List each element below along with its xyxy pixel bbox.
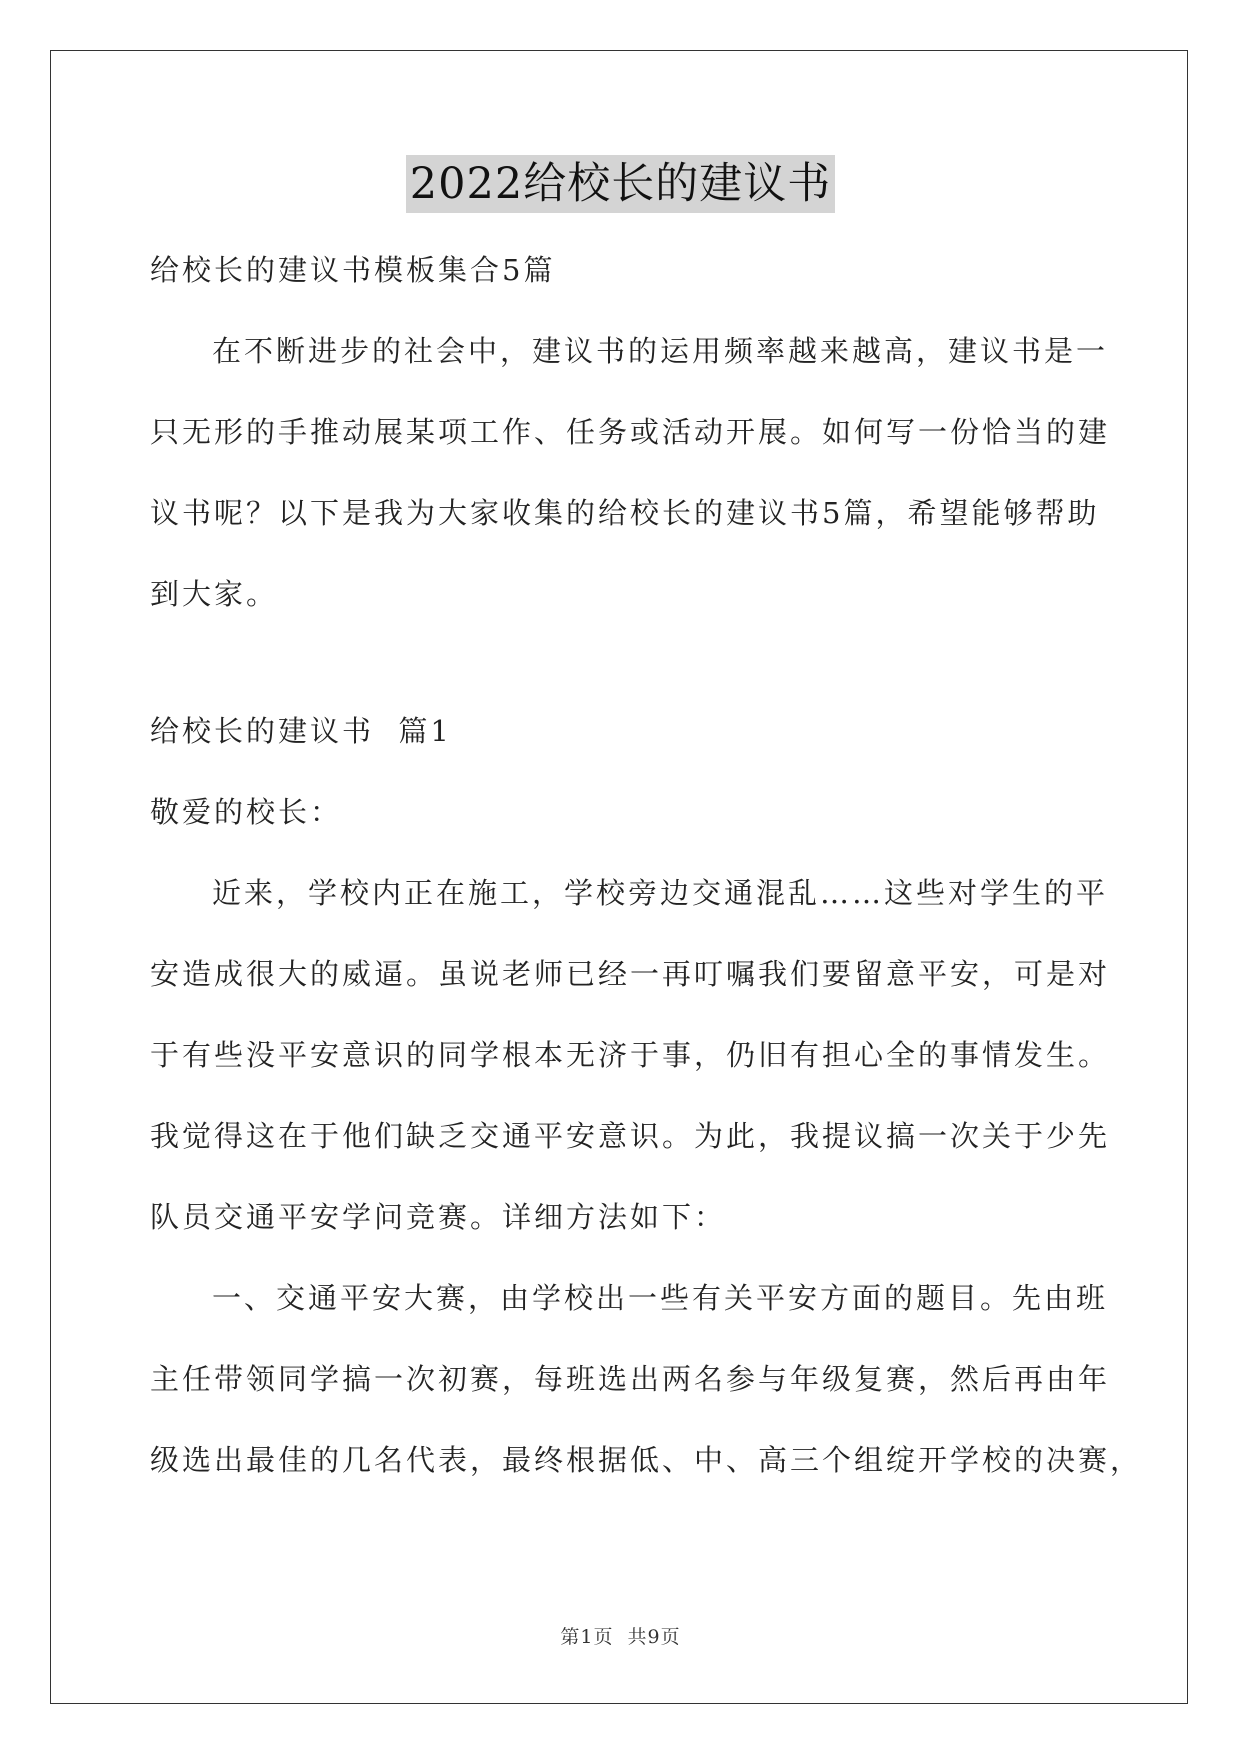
intro-line: 议书呢？以下是我为大家收集的给校长的建议书5篇，希望能够帮助 [150,496,1100,530]
title-area [0,155,1241,213]
intro-line: 只无形的手推动展某项工作、任务或活动开展。如何写一份恰当的建 [150,415,1111,449]
intro-line: 在不断进步的社会中，建议书的运用频率越来越高，建议书是一 [212,334,1109,368]
document-body [150,230,1143,1501]
paragraph-line: 队员交通平安学问竞赛。详细方法如下： [150,1200,727,1234]
section-heading: 给校长的建议书 篇1 [150,714,452,748]
paragraph-2 [150,1258,1143,1501]
paragraph-line: 级选出最佳的几名代表，最终根据低、中、高三个组绽开学校的决赛， [150,1443,1143,1477]
page-number: 第1页 共9页 [560,1626,681,1648]
document-subtitle: 给校长的建议书模板集合5篇 [150,253,556,287]
paragraph-line: 我觉得这在于他们缺乏交通平安意识。为此，我提议搞一次关于少先 [150,1119,1111,1153]
paragraph-line: 于有些没平安意识的同学根本无济于事，仍旧有担心全的事情发生。 [150,1038,1111,1072]
page-footer [0,1622,1241,1649]
document-title: 2022给校长的建议书 [406,155,835,213]
paragraph-line: 安造成很大的威逼。虽说老师已经一再叮嘱我们要留意平安，可是对 [150,957,1111,991]
paragraph-1 [150,853,1111,1258]
salutation: 敬爱的校长： [150,795,343,829]
section-spacer [150,635,1090,691]
intro-line: 到大家。 [150,577,279,611]
paragraph-line: 近来，学校内正在施工，学校旁边交通混乱……这些对学生的平 [212,876,1109,910]
intro-paragraph [150,311,1111,635]
paragraph-line: 一、交通平安大赛，由学校出一些有关平安方面的题目。先由班 [212,1281,1109,1315]
paragraph-line: 主任带领同学搞一次初赛，每班选出两名参与年级复赛，然后再由年 [150,1362,1111,1396]
